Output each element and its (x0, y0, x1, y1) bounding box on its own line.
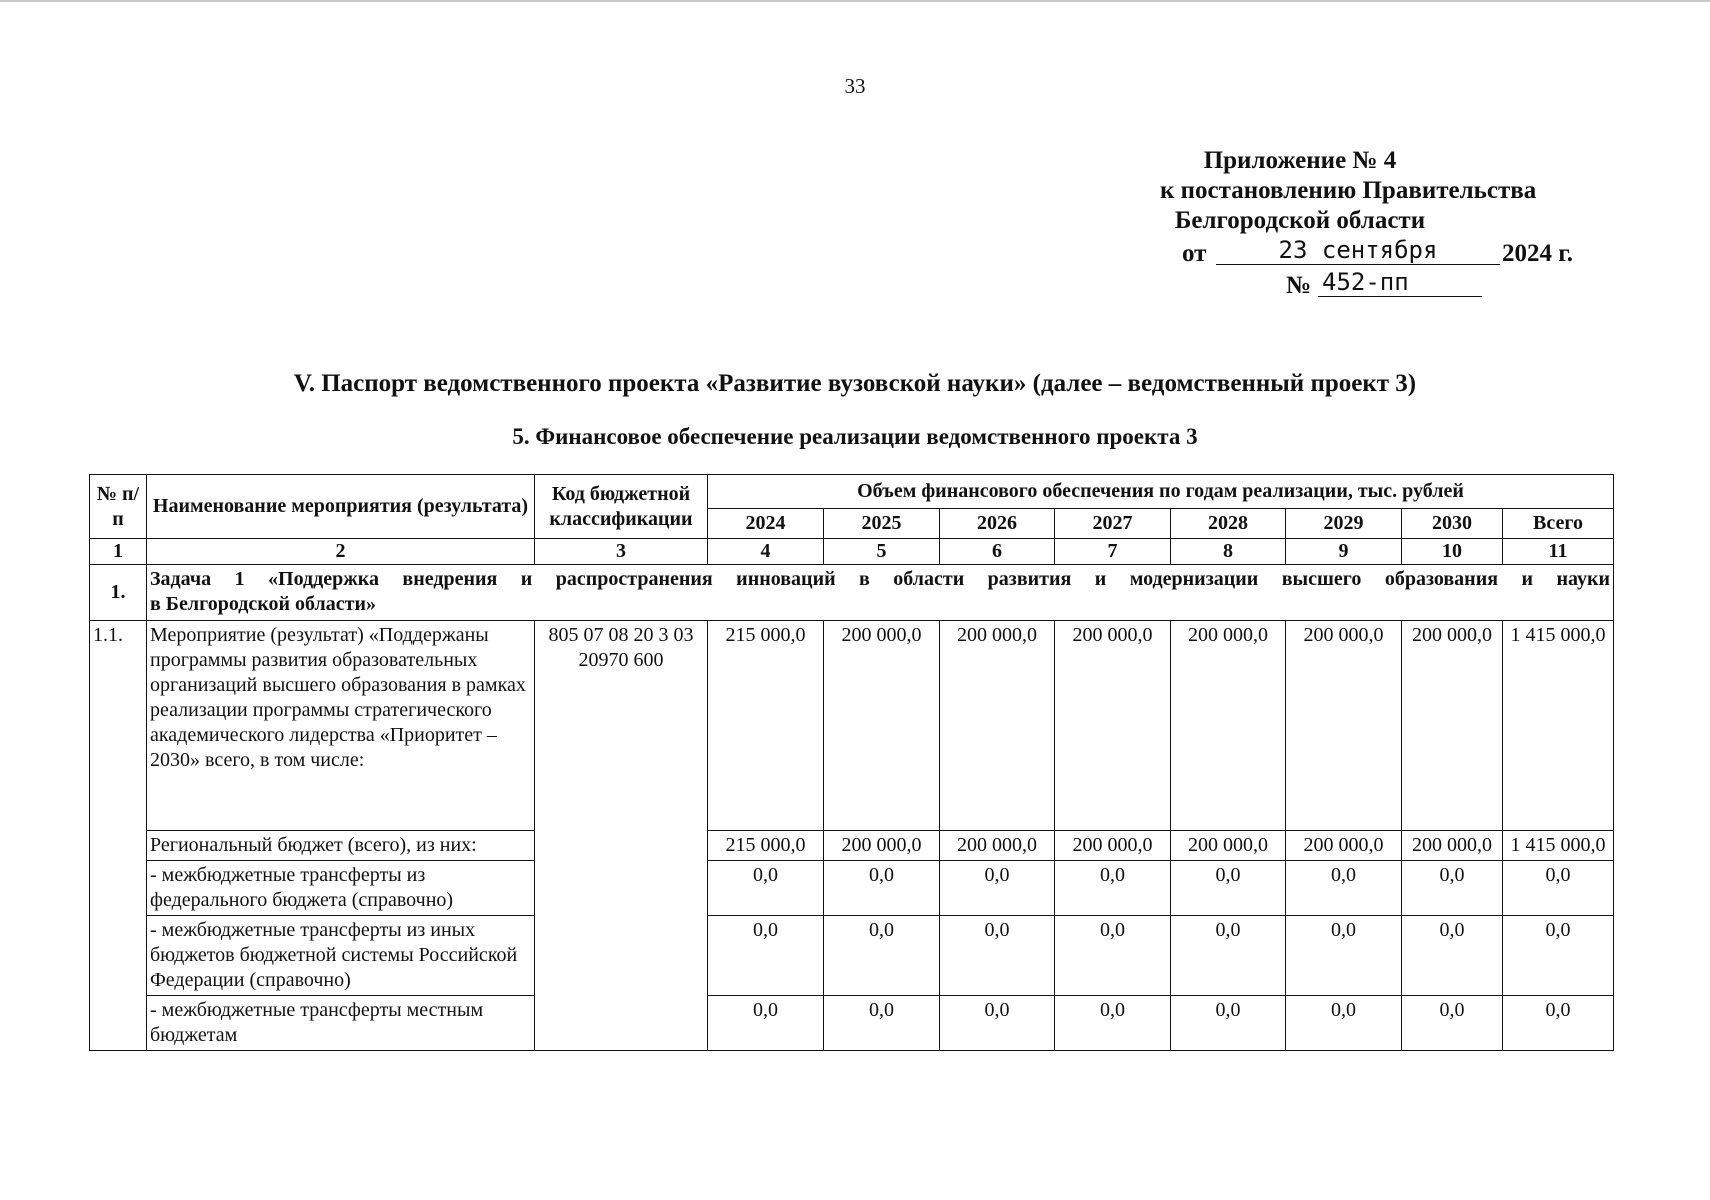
header-total: Всего (1503, 509, 1614, 539)
row-label: - межбюджетные трансферты из иных бюджетов бюджетной системы Российской Федерации (справочно) (147, 916, 535, 996)
row-total: 0,0 (1503, 861, 1614, 916)
measure-total: 1 415 000,0 (1503, 621, 1614, 831)
row-total: 0,0 (1503, 996, 1614, 1051)
row-value: 0,0 (940, 861, 1055, 916)
task-text (147, 565, 1614, 621)
header-code: Код бюджетной классификации (535, 475, 708, 539)
row-label: - межбюджетные трансферты из федерального бюджета (справочно) (147, 861, 535, 916)
page-number: 33 (844, 74, 866, 98)
row-value: 0,0 (824, 861, 940, 916)
header-volume: Объем финансового обеспечения по годам реализации, тыс. рублей (708, 475, 1614, 509)
row-total: 1 415 000,0 (1503, 831, 1614, 861)
task-text-line1: Задача 1 «Поддержка внедрения и распространения инноваций в области развития и модернизации высшего образования и науки (150, 568, 1610, 590)
date-prefix: от (1182, 240, 1207, 267)
row-value: 0,0 (1402, 861, 1503, 916)
date-value: 23 сентября (1216, 236, 1500, 265)
appendix-date-line (1182, 236, 1582, 268)
column-number: 6 (940, 539, 1055, 565)
column-number: 11 (1503, 539, 1614, 565)
header-year: 2030 (1402, 509, 1503, 539)
header-year: 2027 (1055, 509, 1171, 539)
row-value: 0,0 (824, 996, 940, 1051)
section-title: V. Паспорт ведомственного проекта «Развитие вузовской науки» (далее – ведомственный проект 3) (293, 370, 1417, 397)
row-value: 215 000,0 (708, 831, 824, 861)
header-name: Наименование мероприятия (результата) (147, 475, 535, 539)
federal-transfers-row (90, 861, 1614, 916)
row-value: 0,0 (940, 916, 1055, 996)
measure-row (90, 621, 1614, 831)
column-number: 8 (1171, 539, 1286, 565)
row-total: 0,0 (1503, 916, 1614, 996)
other-budgets-transfers-row (90, 916, 1614, 996)
header-year: 2028 (1171, 509, 1286, 539)
sub-title: 5. Финансовое обеспечение реализации ведомственного проекта 3 (512, 424, 1198, 449)
row-value: 200 000,0 (824, 831, 940, 861)
task-text-line2: в Белгородской области» (150, 593, 376, 615)
row-value: 0,0 (940, 996, 1055, 1051)
header-year: 2025 (824, 509, 940, 539)
number-prefix: № (1286, 272, 1312, 299)
row-value: 0,0 (1055, 916, 1171, 996)
row-value: 200 000,0 (940, 831, 1055, 861)
row-value: 200 000,0 (1055, 831, 1171, 861)
row-value: 0,0 (708, 916, 824, 996)
row-value: 0,0 (1402, 916, 1503, 996)
appendix-number-line (1286, 268, 1486, 300)
column-number: 9 (1286, 539, 1402, 565)
measure-value: 200 000,0 (1286, 621, 1402, 831)
row-value: 200 000,0 (1286, 831, 1402, 861)
number-value: 452-пп (1318, 268, 1482, 297)
header-row-top (90, 475, 1614, 509)
row-value: 0,0 (824, 916, 940, 996)
row-value: 0,0 (1402, 996, 1503, 1051)
local-budgets-transfers-row (90, 996, 1614, 1051)
header-year: 2026 (940, 509, 1055, 539)
measure-value: 200 000,0 (1055, 621, 1171, 831)
column-number: 7 (1055, 539, 1171, 565)
measure-value: 200 000,0 (824, 621, 940, 831)
row-value: 0,0 (1055, 996, 1171, 1051)
row-value: 0,0 (1286, 916, 1402, 996)
column-number: 2 (147, 539, 535, 565)
appendix-block (1160, 146, 1537, 236)
task-number: 1. (90, 565, 147, 621)
column-number: 1 (90, 539, 147, 565)
column-number: 5 (824, 539, 940, 565)
scan-border-line (0, 0, 1710, 2)
measure-value: 200 000,0 (1402, 621, 1503, 831)
header-year: 2024 (708, 509, 824, 539)
row-value: 0,0 (1171, 861, 1286, 916)
measure-name: Мероприятие (результат) «Поддержаны программы развития образовательных организаций высшего образования в рамках реализации программы стратегического академического лидерства «Приоритет – 2030» всего, в том числе: (147, 621, 535, 831)
row-value: 200 000,0 (1402, 831, 1503, 861)
row-value: 200 000,0 (1171, 831, 1286, 861)
regional-budget-row (90, 831, 1614, 861)
row-value: 0,0 (708, 996, 824, 1051)
row-value: 0,0 (1286, 861, 1402, 916)
row-value: 0,0 (1171, 996, 1286, 1051)
budget-code: 805 07 08 20 3 03 20970 600 (535, 621, 708, 1051)
financing-table (89, 474, 1614, 1051)
measure-value: 215 000,0 (708, 621, 824, 831)
column-number: 4 (708, 539, 824, 565)
row-label: - межбюджетные трансферты местным бюджетам (147, 996, 535, 1051)
appendix-title: Приложение № 4 (1203, 147, 1397, 174)
task-row (90, 565, 1614, 621)
row-value: 0,0 (708, 861, 824, 916)
measure-value: 200 000,0 (940, 621, 1055, 831)
measure-value: 200 000,0 (1171, 621, 1286, 831)
appendix-region: Белгородской области (1174, 207, 1426, 234)
measure-number: 1.1. (90, 621, 147, 1051)
appendix-resolution: к постановлению Правительства (1160, 177, 1537, 204)
header-year: 2029 (1286, 509, 1402, 539)
date-year: 2024 г. (1502, 240, 1574, 267)
header-no: № п/п (90, 475, 147, 539)
row-value: 0,0 (1171, 916, 1286, 996)
column-numbers-row (90, 539, 1614, 565)
row-value: 0,0 (1055, 861, 1171, 916)
row-label: Региональный бюджет (всего), из них: (147, 831, 535, 861)
row-value: 0,0 (1286, 996, 1402, 1051)
column-number: 10 (1402, 539, 1503, 565)
column-number: 3 (535, 539, 708, 565)
